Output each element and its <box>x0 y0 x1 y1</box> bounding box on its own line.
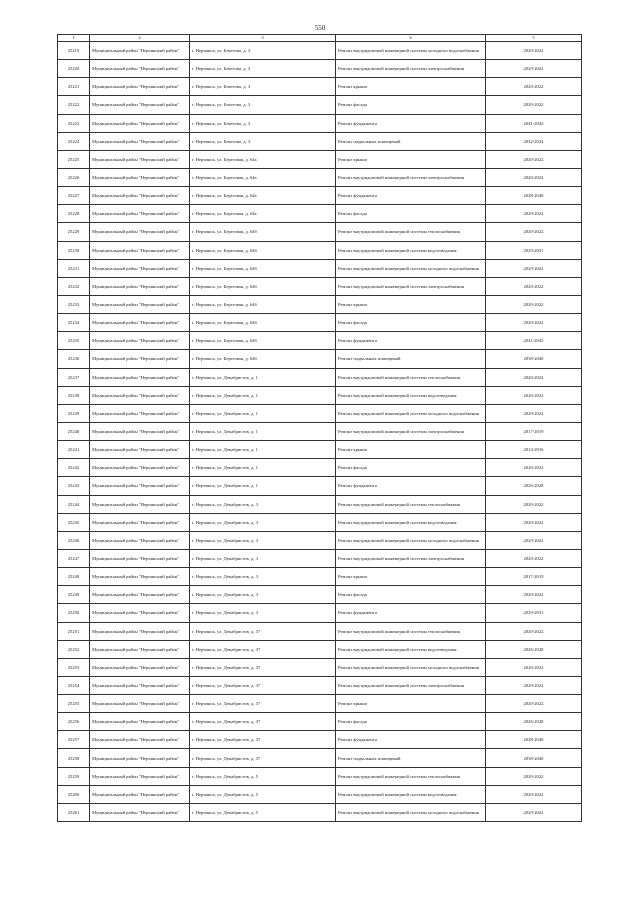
municipality-cell: Муниципальный район "Нерчинский район" <box>90 640 190 658</box>
work-type-cell: Ремонт внутридомовой инженерной системы водоотведения <box>336 640 486 658</box>
planned-period-cell: 2020-2022 <box>486 622 582 640</box>
row-number-cell: 25240 <box>58 422 90 440</box>
work-type-cell: Ремонт фундамента <box>336 114 486 132</box>
municipality-cell: Муниципальный район "Нерчинский район" <box>90 477 190 495</box>
planned-period-cell: 2020-2022 <box>486 277 582 295</box>
row-number-cell: 25237 <box>58 368 90 386</box>
planned-period-cell: 2020-2022 <box>486 223 582 241</box>
address-cell: г. Нерчинск, ул. Декабристов, д. 5 <box>190 785 336 803</box>
address-cell: г. Нерчинск, ул. Береговая, д. 64б <box>190 332 336 350</box>
municipality-cell: Муниципальный район "Нерчинский район" <box>90 568 190 586</box>
row-number-cell: 25234 <box>58 314 90 332</box>
address-cell: г. Нерчинск, ул. Декабристов, д. 37 <box>190 622 336 640</box>
page-number: 550 <box>314 24 326 32</box>
row-number-cell: 25236 <box>58 350 90 368</box>
row-number-cell: 25249 <box>58 586 90 604</box>
address-cell: г. Нерчинск, ул. Декабристов, д. 37 <box>190 695 336 713</box>
repair-registry-table <box>57 34 582 822</box>
address-cell: г. Нерчинск, ул. Декабристов, д. 37 <box>190 658 336 676</box>
address-cell: г. Нерчинск, ул. Декабристов, д. 3 <box>190 604 336 622</box>
address-cell: г. Нерчинск, ул. Декабристов, д. 37 <box>190 640 336 658</box>
address-cell: г. Нерчинск, ул. Декабристов, д. 3 <box>190 568 336 586</box>
planned-period-cell: 2029-2031 <box>486 604 582 622</box>
planned-period-cell: 2029-2031 <box>486 241 582 259</box>
table-row <box>58 368 582 386</box>
table-row <box>58 404 582 422</box>
table-row <box>58 42 582 60</box>
work-type-cell: Ремонт внутридомовой инженерной системы электроснабжения <box>336 277 486 295</box>
row-number-cell: 25253 <box>58 658 90 676</box>
row-number-cell: 25247 <box>58 549 90 567</box>
table-row <box>58 676 582 694</box>
planned-period-cell: 2020-2022 <box>486 404 582 422</box>
planned-period-cell: 2026-2028 <box>486 713 582 731</box>
table-row <box>58 332 582 350</box>
table-row <box>58 477 582 495</box>
planned-period-cell: 2020-2022 <box>486 459 582 477</box>
work-type-cell: Ремонт внутридомовой инженерной системы водоотведения <box>336 241 486 259</box>
table-row <box>58 604 582 622</box>
planned-period-cell: 2020-2022 <box>486 168 582 186</box>
planned-period-cell: 2020-2022 <box>486 386 582 404</box>
address-cell: г. Нерчинск, ул. Береговая, д. 64б <box>190 350 336 368</box>
row-number-cell: 25231 <box>58 259 90 277</box>
planned-period-cell: 2020-2022 <box>486 295 582 313</box>
work-type-cell: Ремонт фундамента <box>336 332 486 350</box>
municipality-cell: Муниципальный район "Нерчинский район" <box>90 96 190 114</box>
municipality-cell: Муниципальный район "Нерчинский район" <box>90 295 190 313</box>
row-number-cell: 25228 <box>58 205 90 223</box>
row-number-cell: 25242 <box>58 459 90 477</box>
planned-period-cell: 2020-2022 <box>486 368 582 386</box>
planned-period-cell: 2026-2028 <box>486 640 582 658</box>
row-number-cell: 25246 <box>58 531 90 549</box>
address-cell: г. Нерчинск, ул. Береговая, д. 64а <box>190 187 336 205</box>
planned-period-cell: 2041-2043 <box>486 332 582 350</box>
work-type-cell: Ремонт фасада <box>336 314 486 332</box>
planned-period-cell: 2020-2022 <box>486 96 582 114</box>
row-number-cell: 25229 <box>58 223 90 241</box>
table-row <box>58 96 582 114</box>
work-type-cell: Ремонт внутридомовой инженерной системы теплоснабжения <box>336 223 486 241</box>
table-row <box>58 586 582 604</box>
row-number-cell: 25261 <box>58 803 90 821</box>
municipality-cell: Муниципальный район "Нерчинский район" <box>90 150 190 168</box>
address-cell: г. Нерчинск, ул. Береговая, д. 64б <box>190 241 336 259</box>
work-type-cell: Ремонт внутридомовой инженерной системы водоотведения <box>336 386 486 404</box>
row-number-cell: 25257 <box>58 731 90 749</box>
row-number-cell: 25227 <box>58 187 90 205</box>
planned-period-cell: 2020-2022 <box>486 586 582 604</box>
municipality-cell: Муниципальный район "Нерчинский район" <box>90 78 190 96</box>
work-type-cell: Ремонт внутридомовой инженерной системы холодного водоснабжения <box>336 42 486 60</box>
municipality-cell: Муниципальный район "Нерчинский район" <box>90 368 190 386</box>
table-row <box>58 658 582 676</box>
planned-period-cell: 2020-2022 <box>486 205 582 223</box>
municipality-cell: Муниципальный район "Нерчинский район" <box>90 713 190 731</box>
work-type-cell: Ремонт внутридомовой инженерной системы электроснабжения <box>336 549 486 567</box>
row-number-cell: 25226 <box>58 168 90 186</box>
row-number-cell: 25256 <box>58 713 90 731</box>
row-number-cell: 25259 <box>58 767 90 785</box>
planned-period-cell: 2020-2022 <box>486 495 582 513</box>
address-cell: г. Нерчинск, ул. Декабристов, д. 1 <box>190 477 336 495</box>
address-cell: г. Нерчинск, ул. Декабристов, д. 5 <box>190 803 336 821</box>
planned-period-cell: 2020-2022 <box>486 676 582 694</box>
table-row <box>58 295 582 313</box>
planned-period-cell: 2020-2022 <box>486 785 582 803</box>
planned-period-cell: 2020-2022 <box>486 531 582 549</box>
address-cell: г. Нерчинск, ул. Декабристов, д. 1 <box>190 386 336 404</box>
work-type-cell: Ремонт внутридомовой инженерной системы холодного водоснабжения <box>336 404 486 422</box>
municipality-cell: Муниципальный район "Нерчинский район" <box>90 259 190 277</box>
work-type-cell: Ремонт внутридомовой инженерной системы холодного водоснабжения <box>336 531 486 549</box>
row-number-cell: 25230 <box>58 241 90 259</box>
column-header-2: 2 <box>90 35 190 42</box>
table-row <box>58 60 582 78</box>
work-type-cell: Ремонт фасада <box>336 96 486 114</box>
work-type-cell: Ремонт фундамента <box>336 477 486 495</box>
address-cell: г. Нерчинск, ул. Береговая, д. 64б <box>190 259 336 277</box>
table-row <box>58 168 582 186</box>
table-row <box>58 132 582 150</box>
municipality-cell: Муниципальный район "Нерчинский район" <box>90 622 190 640</box>
municipality-cell: Муниципальный район "Нерчинский район" <box>90 350 190 368</box>
work-type-cell: Ремонт фасада <box>336 459 486 477</box>
work-type-cell: Ремонт фундамента <box>336 731 486 749</box>
planned-period-cell: 2038-2040 <box>486 749 582 767</box>
planned-period-cell: 2020-2022 <box>486 78 582 96</box>
work-type-cell: Ремонт крыши <box>336 78 486 96</box>
address-cell: г. Нерчинск, ул. Бекетова, д. 3 <box>190 78 336 96</box>
address-cell: г. Нерчинск, ул. Береговая, д. 64а <box>190 150 336 168</box>
table-row <box>58 695 582 713</box>
work-type-cell: Ремонт внутридомовой инженерной системы водоотведения <box>336 785 486 803</box>
work-type-cell: Ремонт внутридомовой инженерной системы холодного водоснабжения <box>336 803 486 821</box>
row-number-cell: 25258 <box>58 749 90 767</box>
municipality-cell: Муниципальный район "Нерчинский район" <box>90 60 190 78</box>
address-cell: г. Нерчинск, ул. Декабристов, д. 3 <box>190 513 336 531</box>
table-row <box>58 749 582 767</box>
municipality-cell: Муниципальный район "Нерчинский район" <box>90 422 190 440</box>
address-cell: г. Нерчинск, ул. Декабристов, д. 3 <box>190 531 336 549</box>
municipality-cell: Муниципальный район "Нерчинский район" <box>90 658 190 676</box>
municipality-cell: Муниципальный район "Нерчинский район" <box>90 441 190 459</box>
work-type-cell: Ремонт внутридомовой инженерной системы электроснабжения <box>336 168 486 186</box>
planned-period-cell: 2017-2019 <box>486 422 582 440</box>
table-body <box>58 42 582 822</box>
table-row <box>58 531 582 549</box>
address-cell: г. Нерчинск, ул. Береговая, д. 64б <box>190 277 336 295</box>
municipality-cell: Муниципальный район "Нерчинский район" <box>90 42 190 60</box>
address-cell: г. Нерчинск, ул. Береговая, д. 64а <box>190 205 336 223</box>
address-cell: г. Нерчинск, ул. Декабристов, д. 37 <box>190 749 336 767</box>
work-type-cell: Ремонт внутридомовой инженерной системы электроснабжения <box>336 60 486 78</box>
address-cell: г. Нерчинск, ул. Бекетова, д. 3 <box>190 132 336 150</box>
municipality-cell: Муниципальный район "Нерчинский район" <box>90 731 190 749</box>
municipality-cell: Муниципальный район "Нерчинский район" <box>90 132 190 150</box>
table-row <box>58 314 582 332</box>
work-type-cell: Ремонт фундамента <box>336 187 486 205</box>
row-number-cell: 25243 <box>58 477 90 495</box>
table-row <box>58 622 582 640</box>
planned-period-cell: 2020-2022 <box>486 314 582 332</box>
table-row <box>58 223 582 241</box>
address-cell: г. Нерчинск, ул. Декабристов, д. 37 <box>190 713 336 731</box>
row-number-cell: 25245 <box>58 513 90 531</box>
column-header-5: 5 <box>486 35 582 42</box>
table-row <box>58 350 582 368</box>
address-cell: г. Нерчинск, ул. Декабристов, д. 5 <box>190 767 336 785</box>
row-number-cell: 25219 <box>58 42 90 60</box>
address-cell: г. Нерчинск, ул. Декабристов, д. 37 <box>190 731 336 749</box>
table-row <box>58 713 582 731</box>
table-row <box>58 205 582 223</box>
municipality-cell: Муниципальный район "Нерчинский район" <box>90 549 190 567</box>
municipality-cell: Муниципальный район "Нерчинский район" <box>90 531 190 549</box>
row-number-cell: 25239 <box>58 404 90 422</box>
work-type-cell: Ремонт внутридомовой инженерной системы электроснабжения <box>336 676 486 694</box>
table-row <box>58 150 582 168</box>
work-type-cell: Ремонт внутридомовой инженерной системы теплоснабжения <box>336 622 486 640</box>
row-number-cell: 25235 <box>58 332 90 350</box>
address-cell: г. Нерчинск, ул. Бекетова, д. 3 <box>190 60 336 78</box>
work-type-cell: Ремонт подвальных помещений <box>336 132 486 150</box>
row-number-cell: 25252 <box>58 640 90 658</box>
address-cell: г. Нерчинск, ул. Береговая, д. 64б <box>190 314 336 332</box>
municipality-cell: Муниципальный район "Нерчинский район" <box>90 459 190 477</box>
row-number-cell: 25224 <box>58 132 90 150</box>
work-type-cell: Ремонт фасада <box>336 205 486 223</box>
work-type-cell: Ремонт внутридомовой инженерной системы холодного водоснабжения <box>336 259 486 277</box>
table-row <box>58 785 582 803</box>
table-row <box>58 386 582 404</box>
municipality-cell: Муниципальный район "Нерчинский район" <box>90 277 190 295</box>
planned-period-cell: 2014-2016 <box>486 441 582 459</box>
row-number-cell: 25233 <box>58 295 90 313</box>
planned-period-cell: 2020-2022 <box>486 658 582 676</box>
municipality-cell: Муниципальный район "Нерчинский район" <box>90 695 190 713</box>
planned-period-cell: 2020-2022 <box>486 803 582 821</box>
work-type-cell: Ремонт внутридомовой инженерной системы теплоснабжения <box>336 767 486 785</box>
planned-period-cell: 2038-2040 <box>486 187 582 205</box>
table-header <box>58 35 582 42</box>
row-number-cell: 25248 <box>58 568 90 586</box>
row-number-cell: 25255 <box>58 695 90 713</box>
municipality-cell: Муниципальный район "Нерчинский район" <box>90 676 190 694</box>
row-number-cell: 25244 <box>58 495 90 513</box>
work-type-cell: Ремонт фасада <box>336 586 486 604</box>
municipality-cell: Муниципальный район "Нерчинский район" <box>90 586 190 604</box>
work-type-cell: Ремонт фасада <box>336 713 486 731</box>
municipality-cell: Муниципальный район "Нерчинский район" <box>90 749 190 767</box>
municipality-cell: Муниципальный район "Нерчинский район" <box>90 767 190 785</box>
municipality-cell: Муниципальный район "Нерчинский район" <box>90 205 190 223</box>
work-type-cell: Ремонт внутридомовой инженерной системы электроснабжения <box>336 422 486 440</box>
municipality-cell: Муниципальный район "Нерчинский район" <box>90 604 190 622</box>
work-type-cell: Ремонт фундамента <box>336 604 486 622</box>
table-row <box>58 549 582 567</box>
municipality-cell: Муниципальный район "Нерчинский район" <box>90 187 190 205</box>
row-number-cell: 25232 <box>58 277 90 295</box>
municipality-cell: Муниципальный район "Нерчинский район" <box>90 114 190 132</box>
address-cell: г. Нерчинск, ул. Декабристов, д. 3 <box>190 549 336 567</box>
address-cell: г. Нерчинск, ул. Декабристов, д. 1 <box>190 368 336 386</box>
table-row <box>58 495 582 513</box>
address-cell: г. Нерчинск, ул. Бекетова, д. 3 <box>190 96 336 114</box>
municipality-cell: Муниципальный район "Нерчинский район" <box>90 314 190 332</box>
planned-period-cell: 2038-2040 <box>486 731 582 749</box>
address-cell: г. Нерчинск, ул. Декабристов, д. 1 <box>190 459 336 477</box>
table-row <box>58 513 582 531</box>
work-type-cell: Ремонт внутридомовой инженерной системы теплоснабжения <box>336 495 486 513</box>
municipality-cell: Муниципальный район "Нерчинский район" <box>90 241 190 259</box>
planned-period-cell: 2020-2022 <box>486 42 582 60</box>
row-number-cell: 25250 <box>58 604 90 622</box>
row-number-cell: 25225 <box>58 150 90 168</box>
planned-period-cell: 2026-2028 <box>486 477 582 495</box>
work-type-cell: Ремонт внутридомовой инженерной системы водоотведения <box>336 513 486 531</box>
work-type-cell: Ремонт подвальных помещений <box>336 350 486 368</box>
row-number-cell: 25254 <box>58 676 90 694</box>
municipality-cell: Муниципальный район "Нерчинский район" <box>90 332 190 350</box>
table-row <box>58 277 582 295</box>
work-type-cell: Ремонт крыши <box>336 441 486 459</box>
table-row <box>58 114 582 132</box>
address-cell: г. Нерчинск, ул. Береговая, д. 64б <box>190 295 336 313</box>
address-cell: г. Нерчинск, ул. Декабристов, д. 1 <box>190 404 336 422</box>
planned-period-cell: 2020-2022 <box>486 150 582 168</box>
table-row <box>58 78 582 96</box>
row-number-cell: 25241 <box>58 441 90 459</box>
table-row <box>58 568 582 586</box>
address-cell: г. Нерчинск, ул. Береговая, д. 64б <box>190 223 336 241</box>
row-number-cell: 25251 <box>58 622 90 640</box>
municipality-cell: Муниципальный район "Нерчинский район" <box>90 495 190 513</box>
address-cell: г. Нерчинск, ул. Декабристов, д. 3 <box>190 495 336 513</box>
address-cell: г. Нерчинск, ул. Бекетова, д. 3 <box>190 114 336 132</box>
column-header-1: 1 <box>58 35 90 42</box>
planned-period-cell: 2020-2022 <box>486 513 582 531</box>
address-cell: г. Нерчинск, ул. Береговая, д. 64а <box>190 168 336 186</box>
table-row <box>58 731 582 749</box>
row-number-cell: 25223 <box>58 114 90 132</box>
address-cell: г. Нерчинск, ул. Декабристов, д. 37 <box>190 676 336 694</box>
work-type-cell: Ремонт внутридомовой инженерной системы холодного водоснабжения <box>336 658 486 676</box>
table-row <box>58 422 582 440</box>
municipality-cell: Муниципальный район "Нерчинский район" <box>90 513 190 531</box>
table-row <box>58 441 582 459</box>
address-cell: г. Нерчинск, ул. Декабристов, д. 1 <box>190 441 336 459</box>
table-row <box>58 803 582 821</box>
planned-period-cell: 2041-2043 <box>486 114 582 132</box>
municipality-cell: Муниципальный район "Нерчинский район" <box>90 168 190 186</box>
column-header-4: 4 <box>336 35 486 42</box>
work-type-cell: Ремонт подвальных помещений <box>336 749 486 767</box>
work-type-cell: Ремонт внутридомовой инженерной системы теплоснабжения <box>336 368 486 386</box>
planned-period-cell: 2020-2022 <box>486 695 582 713</box>
address-cell: г. Нерчинск, ул. Декабристов, д. 3 <box>190 586 336 604</box>
planned-period-cell: 2020-2022 <box>486 767 582 785</box>
planned-period-cell: 2020-2022 <box>486 60 582 78</box>
table-row <box>58 241 582 259</box>
planned-period-cell: 2017-2019 <box>486 568 582 586</box>
table-row <box>58 259 582 277</box>
work-type-cell: Ремонт крыши <box>336 295 486 313</box>
work-type-cell: Ремонт крыши <box>336 695 486 713</box>
work-type-cell: Ремонт крыши <box>336 150 486 168</box>
table-row <box>58 640 582 658</box>
municipality-cell: Муниципальный район "Нерчинский район" <box>90 803 190 821</box>
row-number-cell: 25221 <box>58 78 90 96</box>
planned-period-cell: 2038-2040 <box>486 350 582 368</box>
planned-period-cell: 2032-2034 <box>486 132 582 150</box>
column-header-3: 3 <box>190 35 336 42</box>
row-number-cell: 25222 <box>58 96 90 114</box>
row-number-cell: 25260 <box>58 785 90 803</box>
table-row <box>58 767 582 785</box>
row-number-cell: 25220 <box>58 60 90 78</box>
table-row <box>58 459 582 477</box>
header-row <box>58 35 582 42</box>
planned-period-cell: 2020-2022 <box>486 259 582 277</box>
planned-period-cell: 2020-2022 <box>486 549 582 567</box>
row-number-cell: 25238 <box>58 386 90 404</box>
address-cell: г. Нерчинск, ул. Декабристов, д. 1 <box>190 422 336 440</box>
municipality-cell: Муниципальный район "Нерчинский район" <box>90 223 190 241</box>
municipality-cell: Муниципальный район "Нерчинский район" <box>90 785 190 803</box>
work-type-cell: Ремонт крыши <box>336 568 486 586</box>
municipality-cell: Муниципальный район "Нерчинский район" <box>90 404 190 422</box>
municipality-cell: Муниципальный район "Нерчинский район" <box>90 386 190 404</box>
address-cell: г. Нерчинск, ул. Бекетова, д. 3 <box>190 42 336 60</box>
table-row <box>58 187 582 205</box>
